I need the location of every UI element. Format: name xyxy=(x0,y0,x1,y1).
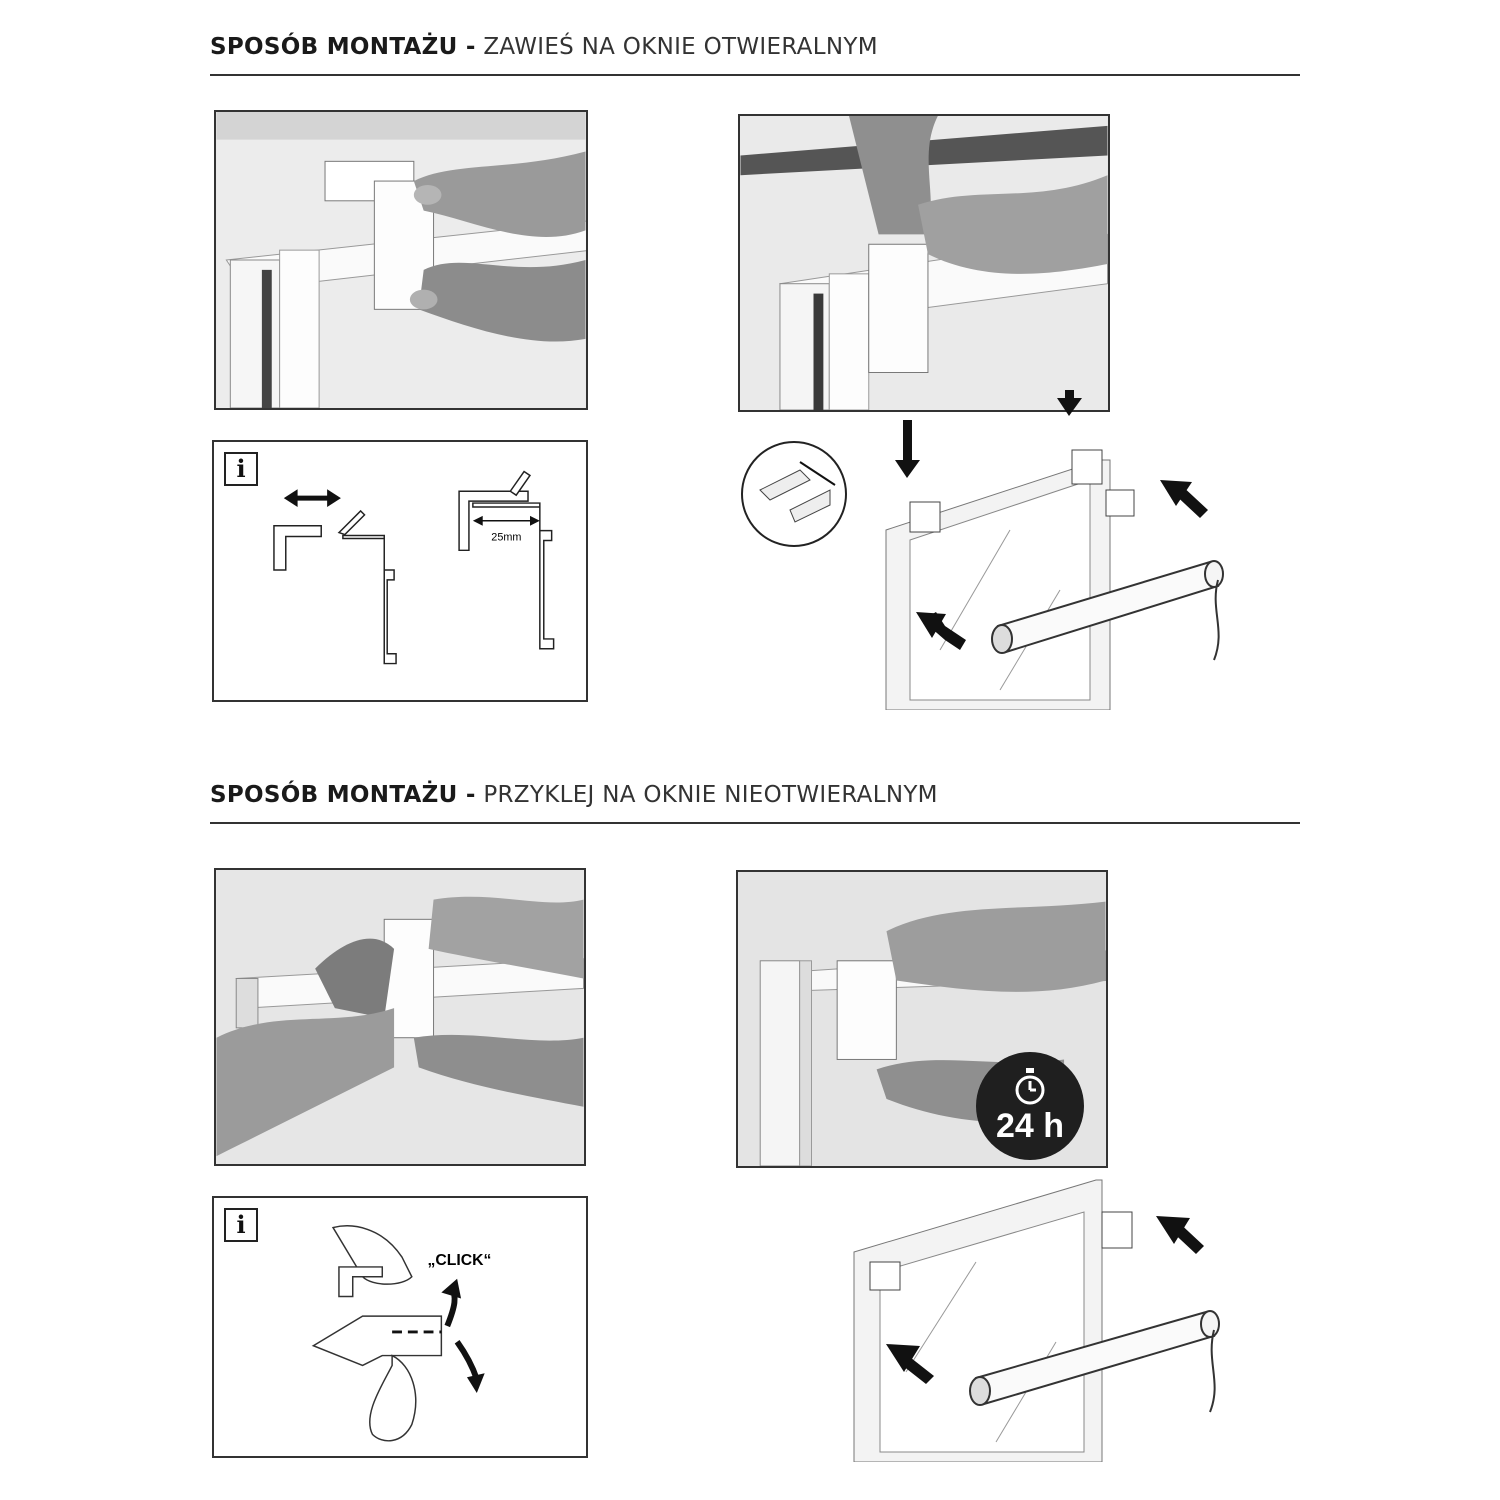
photo-peel-adhesive-illustration xyxy=(216,870,584,1164)
timer-badge xyxy=(976,1052,1084,1160)
arrow-icon xyxy=(441,1279,484,1393)
photo-clip-bracket-illustration xyxy=(740,116,1108,410)
double-arrow-icon xyxy=(284,489,341,507)
info-icon: i xyxy=(224,1208,258,1242)
photo-hang-bracket xyxy=(214,110,588,410)
photo-peel-adhesive xyxy=(214,868,586,1166)
info-icon: i xyxy=(224,452,258,486)
section1-heading xyxy=(210,34,1300,76)
dimension-label: 25mm xyxy=(491,531,522,544)
exploded-view-hang xyxy=(740,390,1240,710)
info-diagram-bracket-types xyxy=(212,440,588,702)
exploded-view-adhesive-illustration xyxy=(846,1172,1256,1462)
photo-press-bracket xyxy=(736,870,1108,1168)
section1-title-light: ZAWIEŚ NA OKNIE OTWIERALNYM xyxy=(483,34,878,60)
exploded-view-adhesive xyxy=(846,1172,1256,1462)
section2-heading xyxy=(210,782,1300,824)
section1-title-bold: SPOSÓB MONTAŻU - xyxy=(210,34,476,60)
timer-label: 24 h xyxy=(995,1107,1065,1145)
click-diagram xyxy=(214,1198,586,1456)
click-label: „CLICK“ xyxy=(427,1251,492,1269)
section2-title-bold: SPOSÓB MONTAŻU - xyxy=(210,782,476,808)
info-diagram-click xyxy=(212,1196,588,1458)
stopwatch-icon xyxy=(1013,1068,1047,1106)
exploded-view-hang-illustration xyxy=(740,390,1240,710)
photo-clip-bracket xyxy=(738,114,1110,412)
bracket-diagram xyxy=(214,442,586,700)
photo-hang-bracket-illustration xyxy=(216,112,586,408)
arrow-icon xyxy=(895,390,1082,478)
section2-title-light: PRZYKLEJ NA OKNIE NIEOTWIERALNYM xyxy=(483,782,938,808)
